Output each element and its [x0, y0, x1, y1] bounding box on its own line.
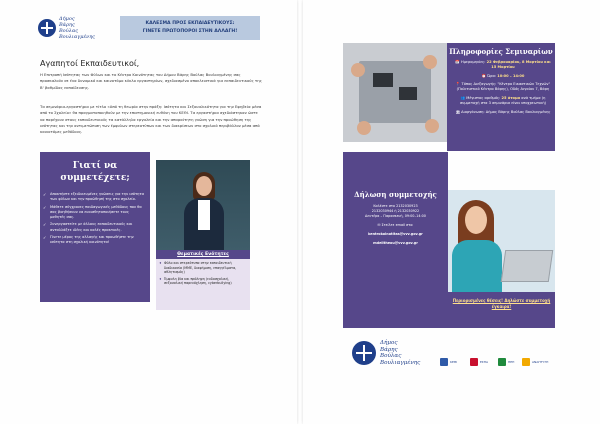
why-list — [40, 192, 150, 246]
student-photo — [448, 190, 555, 292]
themes-box — [156, 250, 250, 310]
dates-row: 📅 Ημερομηνίες: 22 Φεβρουαρίου, 8 Μαρτίου και 15 Μαρτίου — [455, 60, 551, 69]
calendar-icon: 📅 — [455, 60, 462, 64]
people-icon: 👥 — [460, 95, 467, 100]
team-meeting-photo — [343, 43, 447, 142]
capacity-row: 👥 Μέγιστος αριθμός: 25 άτομα ανά τμήμα (η συμμετοχή στα 3 σεμινάρια είναι υποχρεωτική) — [459, 95, 547, 105]
partner-logo: ΠΕΠ — [498, 358, 514, 366]
banner-line: ΓΙΝΕΤΕ ΠΡΩΤΟΠΟΡΟΙ ΣΤΗΝ ΑΛΛΑΓΗ! — [142, 29, 238, 34]
why-item: ✓ Γίνετε μέρος της αλλαγής και προωθήστε την ισότητα στη σχολική κοινότητα! — [50, 235, 144, 246]
logo-line: Δήμος — [380, 340, 398, 346]
flyer-page-left — [0, 0, 297, 424]
organizer-row: 🏛 Διοργάνωση: Δήμος Βάρης Βούλας Βουλιαγμένης — [455, 109, 551, 114]
registration-box — [343, 152, 448, 328]
logo-line: Βουλιαγμένης — [380, 359, 421, 366]
phone-row — [343, 204, 448, 218]
registration-title: Δήλωση συμμετοχής — [354, 190, 437, 199]
why-participate-box — [40, 152, 150, 302]
phone-hours: Δευτέρα – Παρασκευή, 09:00–14:00 — [365, 213, 426, 218]
logo-line: Βουλιαγμένης — [59, 34, 95, 40]
partner-logo: ΑΝΑΠΤΥΞΗ — [522, 358, 548, 366]
municipality-emblem-icon — [38, 19, 56, 37]
themes-title: Θεματικές Ενότητες — [156, 250, 250, 259]
why-title: Γιατί να συμμετέχετε; — [60, 161, 130, 183]
clock-icon: ⏰ — [481, 73, 488, 78]
footer-municipality-logo — [352, 340, 420, 366]
intro-paragraph: Η Επιτροπή Ισότητας των Φύλων και το Κέντρο Κοινότητας του Δήμου Βάρης Βούλας Βουλιαγμένης σας προσκαλούν σε ένα δυναμικό και καινοτόμο κύκλο εργαστηρίων, σχεδιασμένο αποκλειστικά για εκπαιδευτικούς της Β' βαθμίδας εκπαίδευσης. — [40, 72, 262, 90]
theme-item: ♦ Έμφυλη βία και πρόληψη (ενδοσχολική, σεξουαλική παρενόχληση, cyberbullying) — [156, 275, 250, 286]
limited-seats-callout: Περιορισμένες θέσεις! Δηλώστε συμμετοχή έγκαιρα! — [448, 292, 555, 328]
phone-number[interactable]: 2132030944 ή 2132030922 — [371, 208, 420, 213]
logo-line: Δήμος — [59, 16, 75, 22]
phone-number[interactable]: Καλέστε στο 2132030923 — [373, 204, 418, 208]
place-row: 📍 Τόπος Διεξαγωγής: "Κέντρο Εικαστικών Τεχνών" (Πολιτιστικό Κέντρο Βάρης), Οδός Αιγαίου 7, Βάρη — [455, 82, 551, 92]
header-banner — [120, 16, 260, 40]
seminar-info-box — [447, 43, 555, 151]
theme-item: ♦ Φύλο και στερεότυπα στην εκπαιδευτική διαδικασία (ΜΜΕ, διαφήμιση, επαγγέλματα, αθλητισμός) — [156, 259, 250, 275]
teacher-photo — [156, 160, 250, 250]
logo-line: Βάρης — [380, 346, 398, 353]
municipality-logo — [38, 16, 95, 40]
partner-logo: ΕΣΠΑ — [470, 358, 488, 366]
logo-line: Βούλας — [59, 28, 79, 34]
why-item: ✓ Μάθετε σύγχρονες παιδαγωγικές μεθόδους που θα σας βοηθήσουν να ευαισθητοποιήσετε τους μαθητές σας. — [50, 205, 144, 221]
municipality-emblem-icon — [352, 341, 376, 365]
time-row: ⏰ Ώρα: 10:00 – 14:00 — [481, 73, 525, 78]
mail-icon: ✉ — [377, 223, 382, 228]
why-item: ✓ Αποκτήστε εξειδικευμένες γνώσεις για την ισότητα των φύλων και την προώθησή της στο σχολείο. — [50, 192, 144, 203]
greeting: Αγαπητοί Εκπαιδευτικοί, — [40, 59, 140, 68]
building-icon: 🏛 — [455, 109, 462, 114]
location-icon: 📍 — [455, 82, 462, 87]
logo-line: Βάρης — [59, 22, 75, 28]
banner-line: ΚΑΛΕΣΜΑ ΠΡΟΣ ΕΚΠΑΙΔΕΥΤΙΚΟΥΣ: — [145, 21, 235, 26]
email-row: ✉ Στείλτε email στο: kentrokoinotitas@vvv.gov.gr mdelitheou@vvv.gov.gr — [343, 223, 448, 245]
logo-line: Βούλας — [380, 353, 402, 359]
email-link[interactable]: mdelitheou@vvv.gov.gr — [373, 240, 418, 245]
details-paragraph: Τα σεμινάρια-εργαστήρια με τίτλο «Από τη θεωρία στην πράξη: Ισότητα και Σεξουαλικότητα για την Εφηβεία μέσα από το Σχολείο» θα πραγματοποιηθούν με την επιστημονική ευθύνη του ΚΕΘΙ. Τα εργαστήρια σχεδιάστηκαν ώστε να παρέχουν στους εκπαιδευτικούς τα κατάλληλα εργαλεία και την απαραίτητη γνώση για την προώθηση της ισότητας και την αντιμετώπιση των έμφυλων στερεοτύπων και των διακρίσεων στο σχολικό περιβάλλον μέσα από καινοτόμες μεθόδους. — [40, 104, 262, 135]
why-item: ✓ Συνεργαστείτε με άλλους εκπαιδευτικούς και ανταλλάξτε ιδέες και καλές πρακτικές. — [50, 222, 144, 233]
info-title: Πληροφορίες Σεμιναρίων — [449, 47, 553, 56]
email-link[interactable]: kentrokoinotitas@vvv.gov.gr — [368, 232, 423, 237]
partner-logo: ΚΕΘΙ — [440, 358, 457, 366]
